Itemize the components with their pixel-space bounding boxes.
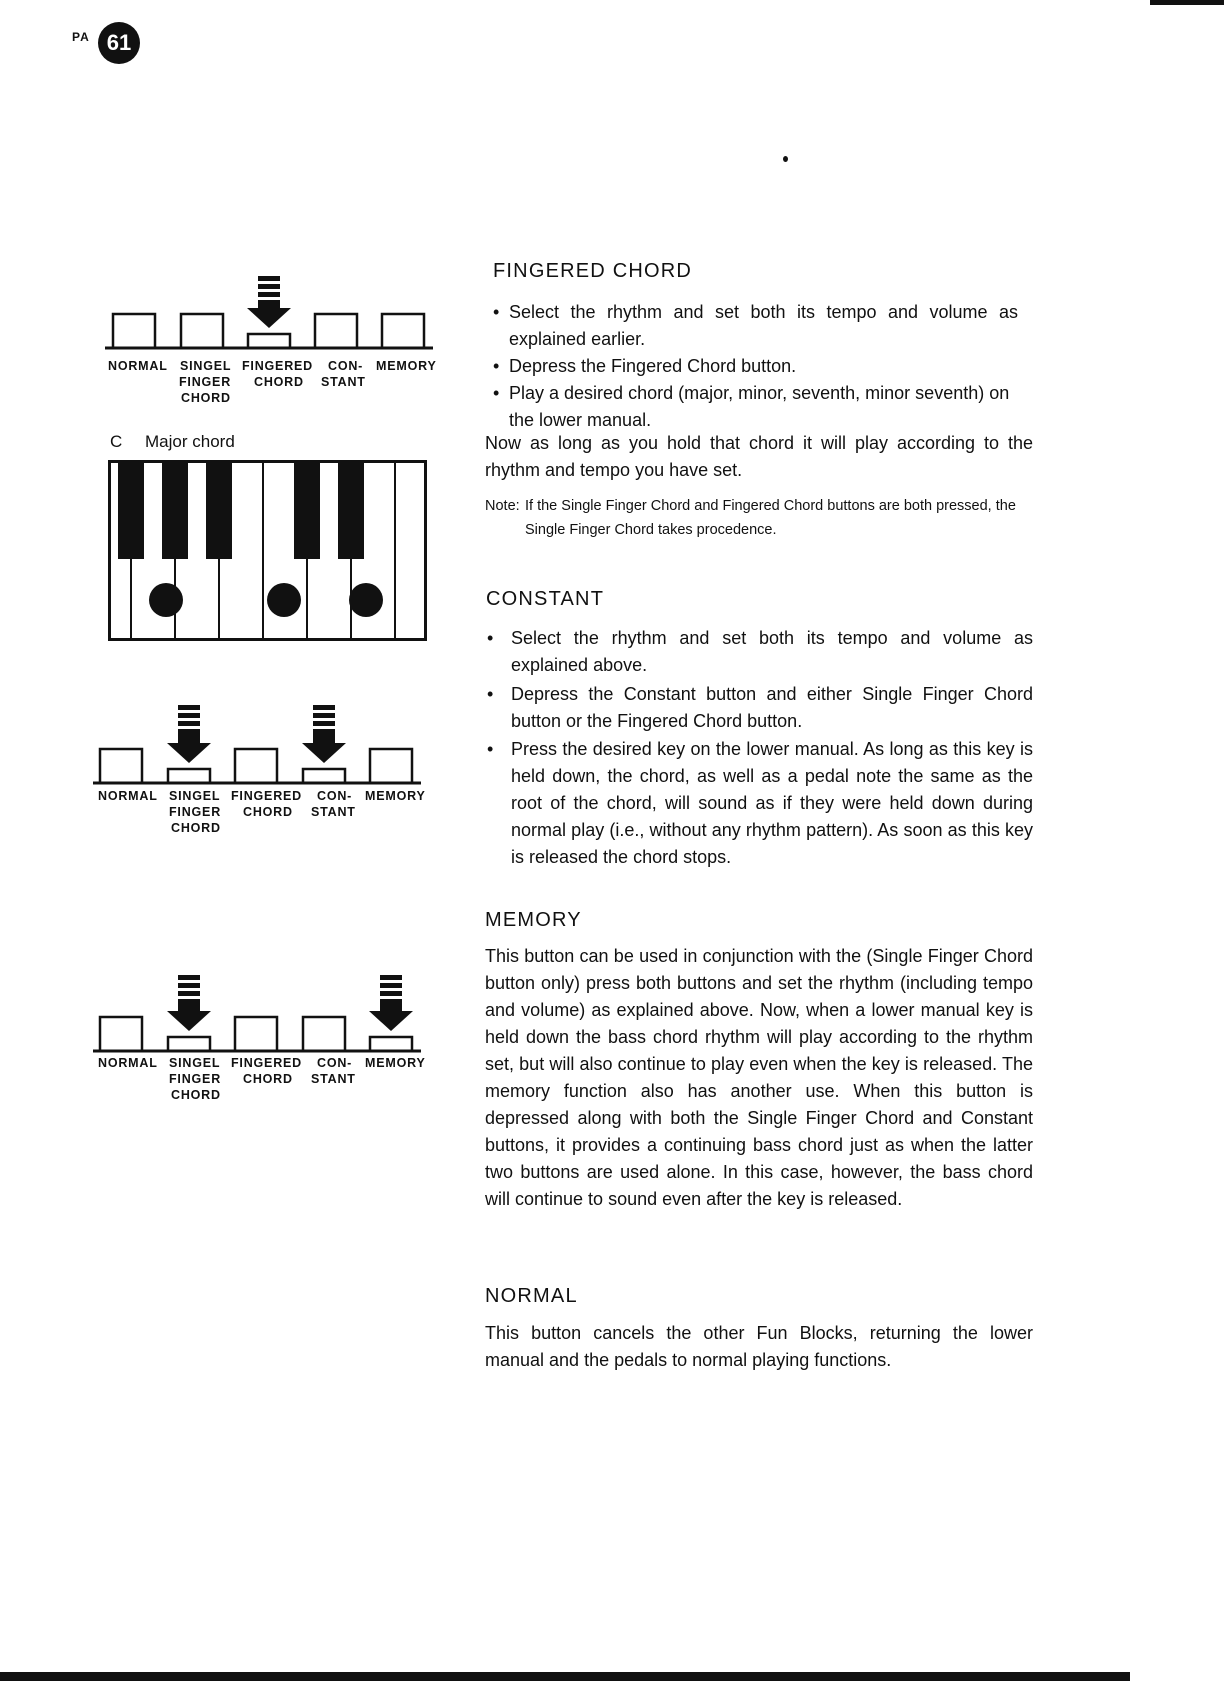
stray-mark [783, 156, 788, 162]
label-chord: CHORD [181, 391, 231, 405]
label-chord: CHORD [171, 1088, 221, 1102]
button-panel-graphic [95, 270, 435, 354]
label-stant: STANT [311, 1072, 356, 1086]
button-panel-graphic [85, 975, 425, 1059]
keyboard-caption [110, 432, 235, 452]
black-key [162, 463, 188, 559]
heading-constant: CONSTANT [486, 588, 605, 610]
bullet-text: Select the rhythm and set both its tempo and volume as explained above. [511, 628, 1033, 675]
heading-normal: NORMAL [485, 1285, 578, 1307]
label-memory: MEMORY [365, 1056, 426, 1070]
top-right-rule [1150, 0, 1224, 5]
press-arrow-icon [302, 705, 346, 763]
press-arrow-icon [369, 975, 413, 1031]
page-prefix: PA [72, 30, 90, 44]
label-singel: SINGEL [180, 359, 232, 373]
label-con: CON- [317, 789, 353, 803]
label-memory: MEMORY [376, 359, 437, 373]
constant-bullet-2: • Depress the Constant button and either Single Finger Chord button or the Fingered Chord button. [487, 681, 1033, 735]
button-panel-fingered [95, 270, 435, 410]
press-arrow-icon [247, 276, 291, 328]
label-singel: SINGEL [169, 1056, 221, 1070]
label-finger: FINGER [179, 375, 232, 389]
label-normal: NORMAL [108, 359, 168, 373]
bullet-text: Press the desired key on the lower manual. As long as this key is held down, the chord, as well as a pedal note the same as the root of the chord, will sound as if they were held down during normal play (i.e., without any rhythm pattern). As soon as this key is released the chord stops. [511, 739, 1033, 867]
label-fingered-chord: CHORD [254, 375, 304, 389]
label-singel: SINGEL [169, 789, 221, 803]
keyboard-note: C [110, 432, 123, 451]
keyboard-chord-name: Major chord [145, 432, 235, 451]
label-finger: FINGER [169, 805, 222, 819]
press-arrow-icon [167, 705, 211, 763]
note-text: If the Single Finger Chord and Fingered Chord buttons are both pressed, the Single Finger Chord takes procedence. [525, 498, 1016, 538]
normal-paragraph: This button cancels the other Fun Blocks, returning the lower manual and the pedals to normal playing functions. [485, 1323, 1033, 1370]
label-fingered: FINGERED [231, 789, 302, 803]
fingered-paragraph: Now as long as you hold that chord it will play according to the rhythm and tempo you have set. [485, 433, 1033, 480]
label-con: CON- [328, 359, 364, 373]
button-panel-constant [85, 705, 425, 845]
bullet-text: Select the rhythm and set both its tempo and volume as explained earlier. [509, 302, 1018, 349]
page-number-badge [72, 22, 142, 66]
black-key [338, 463, 364, 559]
label-stant: STANT [311, 805, 356, 819]
label-normal: NORMAL [98, 1056, 158, 1070]
fingered-button-shape [248, 334, 290, 348]
label-fingered-chord: CHORD [243, 1072, 293, 1086]
singel-button-shape [181, 314, 223, 348]
label-chord: CHORD [171, 821, 221, 835]
heading-memory: MEMORY [485, 909, 582, 931]
button-panel-memory [85, 975, 425, 1115]
fingered-bullet-3: • Play a desired chord (major, minor, seventh, minor seventh) on the lower manual. [493, 380, 1018, 434]
label-finger: FINGER [169, 1072, 222, 1086]
chord-note-marker [349, 583, 383, 617]
label-normal: NORMAL [98, 789, 158, 803]
chord-note-marker [149, 583, 183, 617]
fingered-bullet-2: • Depress the Fingered Chord button. [493, 353, 1018, 380]
chord-note-marker [267, 583, 301, 617]
bullet-text: Depress the Fingered Chord button. [509, 356, 797, 376]
label-fingered-chord: CHORD [243, 805, 293, 819]
button-panel-graphic [85, 705, 425, 789]
keyboard-diagram [108, 460, 428, 642]
memory-button-shape [382, 314, 424, 348]
bullet-text: Play a desired chord (major, minor, seventh, minor seventh) on the lower manual. [509, 383, 1010, 430]
label-stant: STANT [321, 375, 366, 389]
bullet-text: Depress the Constant button and either Single Finger Chord button or the Fingered Chord button. [511, 684, 1033, 731]
memory-paragraph: This button can be used in conjunction with the (Single Finger Chord button only) press both buttons and set the rhythm (including tempo and volume) as explained above. Now, when a lower manual key is held down the bass chord rhythm will play according to the rhythm set, but will also continue to play even when the key is released. The memory function also has another use. When this button is depressed along with both the Single Finger Chord and Constant buttons, it provides a continuing bass chord just as when the latter two buttons are used alone. In this case, however, the bass chord will continue to sound even after the key is released. [485, 946, 1033, 1209]
label-memory: MEMORY [365, 789, 426, 803]
constant-bullet-3: • Press the desired key on the lower manual. As long as this key is held down, the chord, as well as a pedal note the same as the root of the chord, will sound as if they were held down during normal play (i.e., without any rhythm pattern). As soon as this key is released the chord stops. [487, 736, 1033, 871]
fingered-note [485, 494, 1033, 538]
page-number: 61 [98, 22, 140, 64]
press-arrow-icon [167, 975, 211, 1031]
constant-bullet-1: • Select the rhythm and set both its tempo and volume as explained above. [487, 625, 1033, 679]
label-con: CON- [317, 1056, 353, 1070]
black-key [118, 463, 144, 559]
normal-button-shape [113, 314, 155, 348]
con-button-shape [315, 314, 357, 348]
fingered-bullet-1: • Select the rhythm and set both its tempo and volume as explained earlier. [493, 299, 1018, 353]
label-fingered: FINGERED [242, 359, 313, 373]
label-fingered: FINGERED [231, 1056, 302, 1070]
black-key [294, 463, 320, 559]
heading-fingered-chord: FINGERED CHORD [493, 260, 693, 282]
bottom-rule [0, 1672, 1130, 1681]
note-label: Note: [485, 498, 520, 514]
black-key [206, 463, 232, 559]
